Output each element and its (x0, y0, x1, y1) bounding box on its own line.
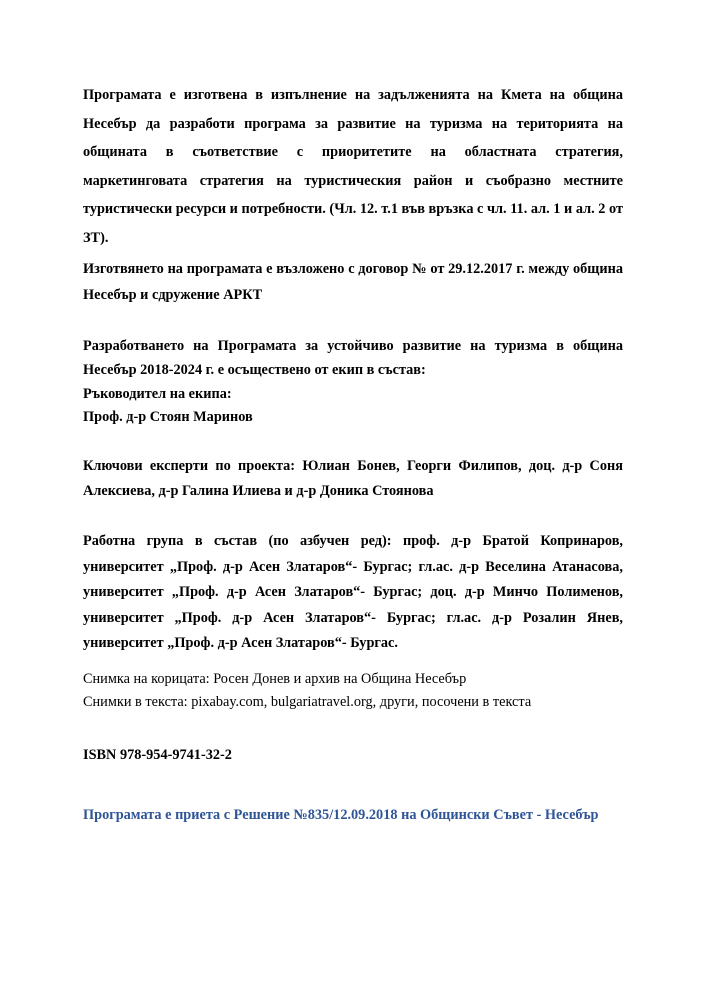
paragraph-working-group (83, 529, 623, 657)
credit-cover-text: Снимка на корицата: Росен Донев и архив на Община Несебър (83, 671, 467, 687)
paragraph-experts (83, 454, 623, 505)
isbn-line (83, 744, 623, 767)
decision-note (83, 804, 623, 827)
paragraph-mandate (83, 81, 623, 252)
paragraph-experts-text: Ключови експерти по проекта: Юлиан Бонев, Георги Филипов, доц. д-р Соня Алексиева, д-р Галина Илиева и д-р Доника Стоянова (83, 458, 623, 500)
decision-note-text: Програмата е приета с Решение №835/12.09.2018 на Общински Съвет - Несебър (83, 807, 599, 823)
paragraph-contract-text: Изготвянето на програмата е възложено с договор № от 29.12.2017 г. между община Несебър и сдружение АРКТ (83, 261, 623, 303)
paragraph-mandate-text: Програмата е изготвена в изпълнение на задълженията на Кмета на община Несебър да разработи програма за развитие на туризма на територията на общината в съответствие с приоритетите на областната стратегия, маркетинговата стратегия на туристическия район и съобразно местните туристически ресурси и потребности. (Чл. 12. т.1 във връзка с чл. 11. ал. 1 и ал. 2 от ЗТ). (83, 87, 623, 246)
isbn-text: ISBN 978-954-9741-32-2 (83, 747, 232, 763)
photo-credits (83, 668, 623, 715)
team-lead-name: Проф. д-р Стоян Маринов (83, 409, 253, 426)
paragraph-working-group-text: Работна група в състав (по азбучен ред): проф. д-р Братой Копринаров, университет „Проф. д-р Асен Златаров“- Бургас; гл.ас. д-р Веселина Атанасова, университет „Проф. д-р Асен Златаров“- Бургас; доц. д-р Минчо Полименов, университет „Проф. д-р Асен Златаров“- Бургас; гл.ас. д-р Розалин Янев, университет „Проф. д-р Асен Златаров“- Бургас. (83, 533, 623, 652)
paragraph-team (83, 335, 623, 430)
team-lead-label: Ръководител на екипа: (83, 385, 232, 402)
team-intro-text: Разработването на Програмата за устойчиво развитие на туризма в община Несебър 2018-2024 г. е осъществено от екип в състав: (83, 338, 623, 378)
paragraph-contract (83, 256, 623, 308)
credit-photos-text: Снимки в текста: pixabay.com, bulgariatravel.org, други, посочени в текста (83, 694, 532, 711)
